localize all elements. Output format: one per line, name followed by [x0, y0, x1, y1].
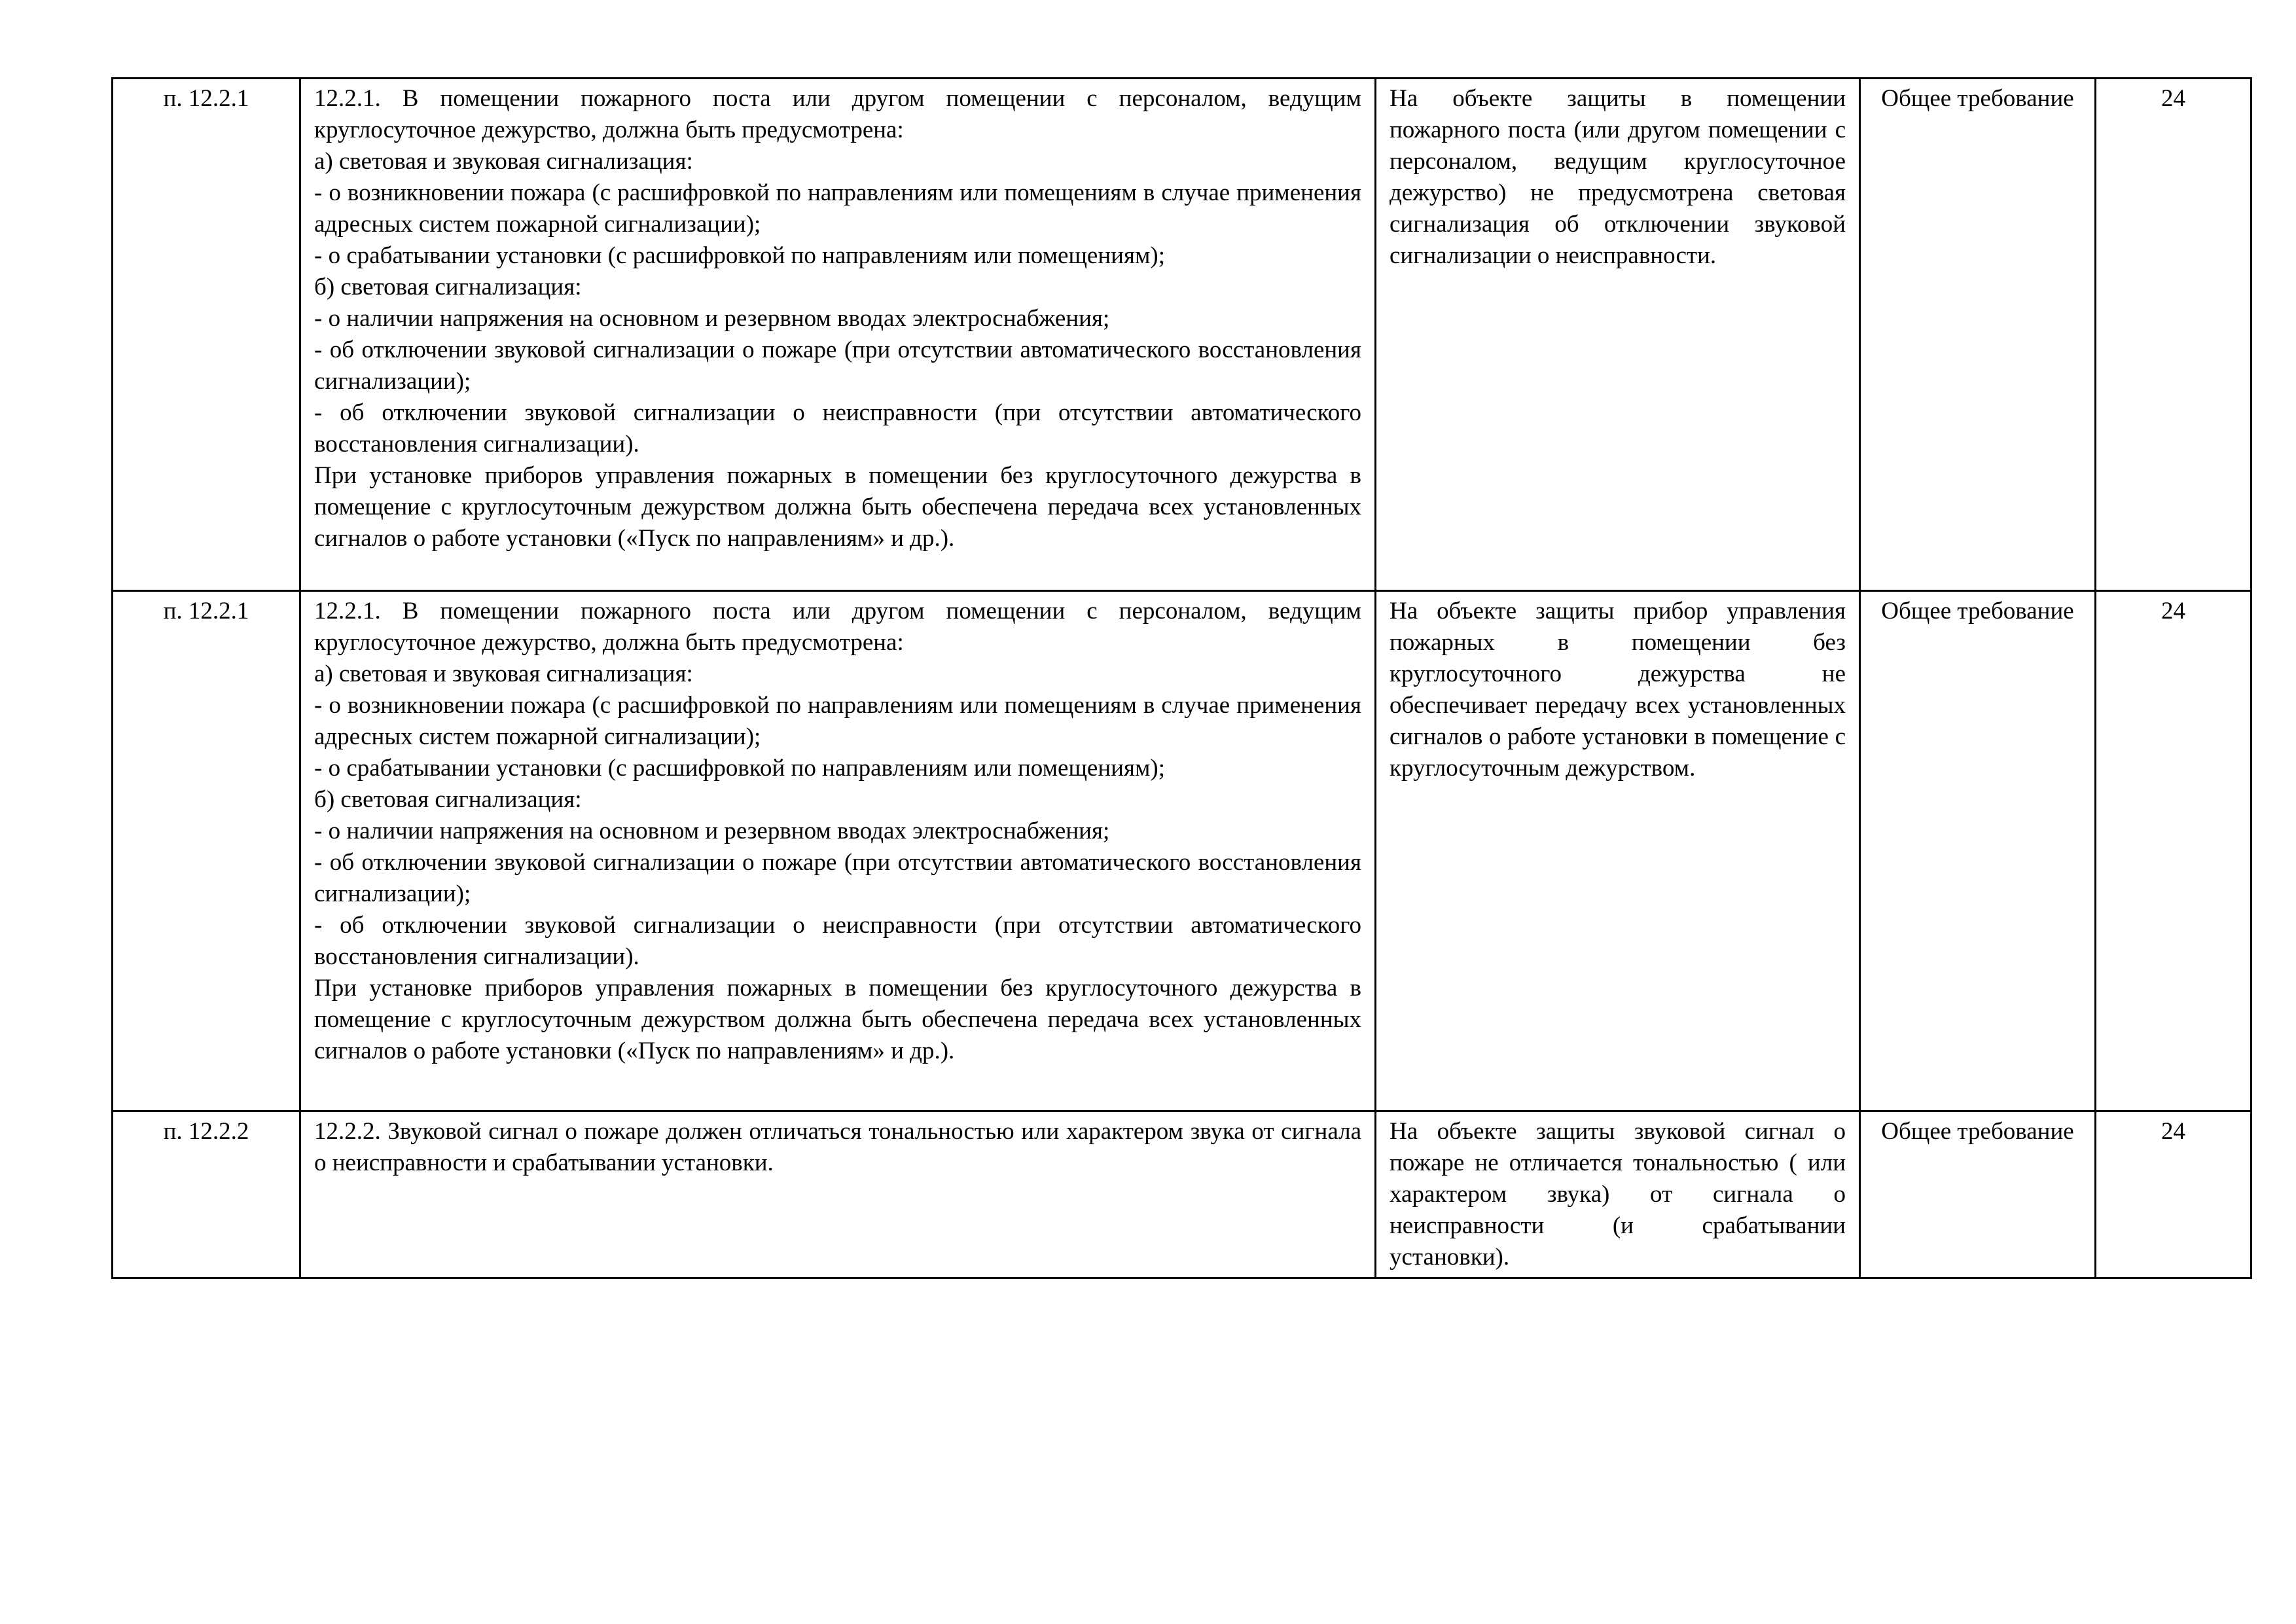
violation-text: На объекте защиты прибор управления пожарных в помещении без круглосуточного дежурства не обеспечивает передачу всех установленных сигналов о работе установки в помещение с круглосуточным дежурством.: [1376, 591, 1860, 1111]
requirement-type: Общее требование: [1860, 1111, 2096, 1278]
requirement-paragraph: 12.2.2. Звуковой сигнал о пожаре должен отличаться тональностью или характером звука от сигнала о неисправности и срабатывании установки.: [314, 1118, 1361, 1176]
table-row: [113, 79, 2251, 591]
requirement-paragraph: б) световая сигнализация:: [314, 786, 582, 813]
requirement-paragraph: - об отключении звуковой сигнализации о неисправности (при отсутствии автоматического восстановления сигнализации).: [314, 399, 1361, 458]
requirement-type: Общее требование: [1860, 591, 2096, 1111]
requirement-paragraph: При установке приборов управления пожарных в помещении без круглосуточного дежурства в помещение с круглосуточным дежурством должна быть обеспечена передача всех установленных сигналов о работе установки («Пуск по направлениям» и др.).: [314, 462, 1361, 552]
requirement-paragraph: - об отключении звуковой сигнализации о пожаре (при отсутствии автоматического восстановления сигнализации);: [314, 336, 1361, 395]
clause-reference: п. 12.2.1: [113, 591, 300, 1111]
requirement-text: [300, 591, 1376, 1111]
requirement-paragraph: б) световая сигнализация:: [314, 274, 582, 300]
table-row: [113, 1111, 2251, 1278]
requirement-paragraph: 12.2.1. В помещении пожарного поста или другом помещении с персоналом, ведущим круглосуточное дежурство, должна быть предусмотрена:: [314, 85, 1361, 143]
requirement-paragraph: - о наличии напряжения на основном и резервном вводах электроснабжения;: [314, 305, 1110, 332]
requirement-paragraph: - об отключении звуковой сигнализации о неисправности (при отсутствии автоматического восстановления сигнализации).: [314, 912, 1361, 970]
requirement-paragraph: - о наличии напряжения на основном и резервном вводах электроснабжения;: [314, 818, 1110, 844]
requirement-paragraph: - об отключении звуковой сигнализации о пожаре (при отсутствии автоматического восстановления сигнализации);: [314, 849, 1361, 907]
requirement-paragraph: а) световая и звуковая сигнализация:: [314, 148, 693, 175]
requirements-table: [111, 77, 2252, 1279]
requirement-paragraph: - о возникновении пожара (с расшифровкой по направлениям или помещениям в случае применения адресных систем пожарной сигнализации);: [314, 692, 1361, 750]
clause-reference: п. 12.2.2: [113, 1111, 300, 1278]
requirement-paragraph: - о срабатывании установки (с расшифровкой по направлениям или помещениям);: [314, 755, 1165, 782]
page-number: 24: [2096, 79, 2251, 591]
page-number: 24: [2096, 591, 2251, 1111]
table-row: [113, 591, 2251, 1111]
requirement-type: Общее требование: [1860, 79, 2096, 591]
clause-reference: п. 12.2.1: [113, 79, 300, 591]
requirement-paragraph: - о возникновении пожара (с расшифровкой по направлениям или помещениям в случае применения адресных систем пожарной сигнализации);: [314, 179, 1361, 238]
requirement-paragraph: 12.2.1. В помещении пожарного поста или другом помещении с персоналом, ведущим круглосуточное дежурство, должна быть предусмотрена:: [314, 598, 1361, 656]
page-number: 24: [2096, 1111, 2251, 1278]
requirement-text: [300, 1111, 1376, 1278]
violation-text: На объекте защиты в помещении пожарного поста (или другом помещении с персоналом, ведущим круглосуточное дежурство) не предусмотрена световая сигнализация об отключении звуковой сигнализации о неисправности.: [1376, 79, 1860, 591]
violation-text: На объекте защиты звуковой сигнал о пожаре не отличается тональностью ( или характером звука) от сигнала о неисправности (и срабатывании установки).: [1376, 1111, 1860, 1278]
requirement-paragraph: При установке приборов управления пожарных в помещении без круглосуточного дежурства в помещение с круглосуточным дежурством должна быть обеспечена передача всех установленных сигналов о работе установки («Пуск по направлениям» и др.).: [314, 975, 1361, 1064]
requirement-text: [300, 79, 1376, 591]
requirement-paragraph: - о срабатывании установки (с расшифровкой по направлениям или помещениям);: [314, 242, 1165, 269]
requirement-paragraph: а) световая и звуковая сигнализация:: [314, 660, 693, 687]
